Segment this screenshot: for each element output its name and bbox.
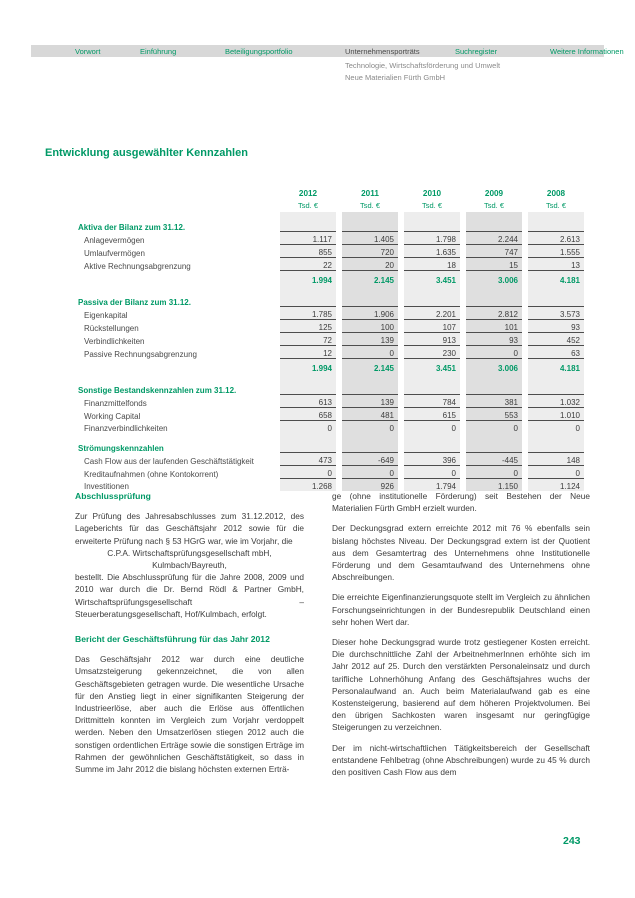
table-row (48, 258, 584, 271)
unit-header-spacer (48, 198, 274, 212)
value-cell: 553 (466, 408, 522, 421)
breadcrumb-company: Neue Materialien Fürth GmbH (345, 72, 446, 82)
value-cell: 20 (342, 258, 398, 271)
value-cell: 1.117 (280, 232, 336, 245)
key-figures-table (42, 186, 590, 491)
section-header-cell (404, 293, 460, 307)
paragraph: ge (ohne institutionelle Förderung) seit Bestehen der Neue Materialien Fürth GmbH erzielt wurden. (332, 491, 590, 514)
value-cell: 1.405 (342, 232, 398, 245)
value-cell: 101 (466, 320, 522, 333)
value-cell: 1.150 (466, 479, 522, 491)
row-label: Investitionen (84, 482, 129, 491)
section-header-cell (280, 381, 336, 395)
section-header-cell (466, 218, 522, 232)
value-cell: 747 (466, 245, 522, 258)
page-title: Entwicklung ausgewählter Kennzahlen (45, 147, 248, 159)
year-header: 2010 (422, 189, 442, 198)
unit-label: Tsd. € (421, 201, 442, 210)
section-heading: Bericht der Geschäftsführung für das Jahr 2012 (75, 634, 270, 645)
table-row (48, 232, 584, 245)
table-row (48, 320, 584, 333)
value-cell: 613 (280, 395, 336, 408)
row-label: Rückstellungen (84, 324, 139, 333)
value-cell: 1.124 (528, 479, 584, 491)
paragraph: Der im nicht-wirtschaftlichen Tätigkeitsbereich der Gesellschaft entstandene Fehlbetrag (ohne Abschreibungen) wurde zu 45 % durch den positiven Cash Flow aus dem (332, 742, 590, 778)
nav-item-weitere-informationen[interactable]: Weitere Informationen (550, 47, 624, 56)
value-cell: 481 (342, 408, 398, 421)
value-cell: 148 (528, 453, 584, 466)
value-cell: 0 (280, 466, 336, 479)
value-cell: 107 (404, 320, 460, 333)
total-value-cell: 3.006 (466, 271, 522, 287)
value-cell: 63 (528, 346, 584, 359)
section-title: Strömungskennzahlen (78, 444, 164, 453)
section-header-cell (280, 218, 336, 232)
value-cell: -445 (466, 453, 522, 466)
total-value-cell: 4.181 (528, 271, 584, 287)
value-cell: 3.573 (528, 307, 584, 320)
centered-line: C.P.A. Wirtschaftsprüfungsgesellschaft mbH, (107, 547, 272, 558)
row-label: Passive Rechnungsabgrenzung (84, 350, 197, 359)
value-cell: 1.635 (404, 245, 460, 258)
value-cell: 0 (466, 466, 522, 479)
section-header-cell (280, 439, 336, 453)
section-header-cell (342, 381, 398, 395)
value-cell: 0 (342, 466, 398, 479)
value-cell: 1.798 (404, 232, 460, 245)
page-number: 243 (563, 835, 581, 847)
value-cell: 0 (528, 421, 584, 433)
row-label: Verbindlichkeiten (84, 337, 145, 346)
row-label: Working Capital (84, 412, 141, 421)
value-cell: 2.613 (528, 232, 584, 245)
value-cell: 0 (528, 466, 584, 479)
value-cell: 1.032 (528, 395, 584, 408)
row-label: Cash Flow aus der laufenden Geschäftstätigkeit (84, 457, 254, 466)
unit-label: Tsd. € (483, 201, 504, 210)
key-figures-table-wrap (42, 186, 590, 491)
paragraph: Das Geschäftsjahr 2012 war durch eine deutliche Umsatzsteigerung gekennzeichnet, die von allen Geschäftsgebieten getragen wurde. Die wesentliche Ursache für den Anstieg liegt in einer signifikanten Steigerung der Industrieerlöse, aber auch die Erlöse aus öffentlichen Drittmitteln konnten im Vergleich zum Vorjahr verdoppelt werden. Neben den Umsatzerlösen stiegen 2012 auch die sonstigen ordentlichen Erträge sowie die sonstigen Erträge im Rahmen der gewöhnlichen Geschäftstätigkeit, so dass in Summe im Jahr 2012 die bislang höchsten externen Erträ- (75, 654, 304, 775)
nav-item-einführung[interactable]: Einführung (140, 47, 177, 56)
value-cell: 1.268 (280, 479, 336, 491)
body-column-right (332, 490, 590, 786)
year-header-spacer (48, 186, 274, 198)
value-cell: 0 (404, 466, 460, 479)
value-cell: 2.244 (466, 232, 522, 245)
paragraph: Zur Prüfung des Jahresabschlusses zum 31.12.2012, des Lageberichts für das Geschäftsjahr 2012 sowie für die erweiterte Prüfung nach § 53 HGrG war, wie im Vorjahr, die (75, 511, 304, 546)
section-header-cell (342, 293, 398, 307)
value-cell: 615 (404, 408, 460, 421)
total-value-cell: 1.994 (280, 271, 336, 287)
value-cell: 139 (342, 395, 398, 408)
value-cell: 0 (466, 421, 522, 433)
value-cell: 125 (280, 320, 336, 333)
value-cell: 855 (280, 245, 336, 258)
value-cell: 784 (404, 395, 460, 408)
table-row (48, 453, 584, 466)
year-header: 2011 (361, 189, 379, 198)
value-cell: 93 (466, 333, 522, 346)
section-header-cell (528, 218, 584, 232)
centered-text-block (75, 547, 304, 571)
section-header-cell (528, 439, 584, 453)
value-cell: 396 (404, 453, 460, 466)
total-value-cell: 3.451 (404, 271, 460, 287)
value-cell: 93 (528, 320, 584, 333)
paragraph: Dieser hohe Deckungsgrad wurde trotz gestiegener Kosten erreicht. Die durchschnittliche Zahl der ArbeitnehmerInnen erhöhte sich im Jahr 2012 auf 25. Durch den verstärkten Personaleinsatz und durch tarifliche Lohnerhöhung Anfang des Geschäftsjahres wuchs der Personalaufwand an. Auch beim Materialaufwand gab es eine Kostensteigerung, basierend auf dem höheren Projektvolumen. Bei den übrigen Sachkosten waren insgesamt nur geringfügige Steigerungen zu verzeichnen. (332, 637, 590, 733)
table-row (48, 408, 584, 421)
unit-label: Tsd. € (297, 201, 318, 210)
row-label: Finanzverbindlichkeiten (84, 424, 168, 433)
row-label: Finanzmittelfonds (84, 399, 147, 408)
section-header-cell (466, 439, 522, 453)
value-cell: 12 (280, 346, 336, 359)
table-row (48, 466, 584, 479)
table-row (48, 245, 584, 258)
value-cell: 2.812 (466, 307, 522, 320)
value-cell: 22 (280, 258, 336, 271)
paragraph: Der Deckungsgrad extern erreichte 2012 mit 76 % ebenfalls sein bislang höchstes Niveau. Der Deckungsgrad extern ist der Quotient aus dem Gesamtertrag des Unternehmens ohne Institutionelle Förderung und dem Gesamtaufwand des Unternehmens ohne Abschreibungen. (332, 523, 590, 583)
row-label: Kreditaufnahmen (ohne Kontokorrent) (84, 470, 219, 479)
body-column-left (75, 490, 304, 786)
value-cell: 1.794 (404, 479, 460, 491)
value-cell: 0 (466, 346, 522, 359)
value-cell: 0 (280, 421, 336, 433)
value-cell: 1.785 (280, 307, 336, 320)
value-cell: 0 (342, 421, 398, 433)
value-cell: 18 (404, 258, 460, 271)
table-row (48, 333, 584, 346)
row-label: Aktive Rechnungsabgrenzung (84, 262, 191, 271)
section-header-cell (404, 381, 460, 395)
total-row-label (48, 359, 274, 375)
section-header-cell (528, 293, 584, 307)
value-cell: 230 (404, 346, 460, 359)
total-value-cell: 2.145 (342, 271, 398, 287)
value-cell: 15 (466, 258, 522, 271)
breadcrumb (345, 60, 500, 83)
section-title: Sonstige Bestandskennzahlen zum 31.12. (78, 386, 237, 395)
table-row (48, 421, 584, 433)
section-header-cell (342, 218, 398, 232)
unit-label: Tsd. € (359, 201, 380, 210)
centered-line: Kulmbach/Bayreuth, (152, 560, 227, 571)
value-cell: 2.201 (404, 307, 460, 320)
value-cell: 1.555 (528, 245, 584, 258)
table-row (48, 346, 584, 359)
table-row (48, 307, 584, 320)
value-cell: 139 (342, 333, 398, 346)
row-label: Umlaufvermögen (84, 249, 145, 258)
value-cell: 452 (528, 333, 584, 346)
value-cell: 100 (342, 320, 398, 333)
paragraph: bestellt. Die Abschlussprüfung für die Jahre 2008, 2009 und 2010 war durch die Dr. Bernd Rödl & Partner GmbH, Wirtschaftsprüfungsgesellschaft – Steuerberatungsgesellschaft, Hof/Kulmbach, erfolgt. (75, 572, 304, 619)
section-header-cell (528, 381, 584, 395)
section-header-cell (466, 381, 522, 395)
row-label: Eigenkapital (84, 311, 128, 320)
section-header-cell (280, 293, 336, 307)
value-cell: 72 (280, 333, 336, 346)
value-cell: 0 (404, 421, 460, 433)
value-cell: 473 (280, 453, 336, 466)
total-row-label (48, 271, 274, 287)
value-cell: 0 (342, 346, 398, 359)
total-value-cell: 1.994 (280, 359, 336, 375)
total-row (48, 271, 584, 287)
nav-item-beteiligungsportfolio[interactable]: Beteiligungsportfolio (225, 47, 293, 56)
nav-item-unternehmensporträts[interactable]: Unternehmensporträts (345, 47, 420, 56)
row-label: Anlagevermögen (84, 236, 145, 245)
value-cell: 720 (342, 245, 398, 258)
breadcrumb-chapter: Technologie, Wirtschaftsförderung und Umwelt (345, 61, 501, 70)
nav-item-suchregister[interactable]: Suchregister (455, 47, 498, 56)
paragraph: Die erreichte Eigenfinanzierungsquote stellt im Vergleich zu ähnlichen Forschungseinrichtungen in der Bundesrepublik Deutschland einen sehr hohen Wert dar. (332, 592, 590, 627)
total-row (48, 359, 584, 375)
top-navigation-bar (31, 45, 624, 57)
unit-label: Tsd. € (545, 201, 566, 210)
year-header: 2012 (298, 189, 318, 198)
value-cell: 381 (466, 395, 522, 408)
value-cell: 1.906 (342, 307, 398, 320)
section-header-cell (342, 439, 398, 453)
year-header: 2008 (546, 189, 566, 198)
nav-item-vorwort[interactable]: Vorwort (75, 47, 101, 56)
value-cell: 1.010 (528, 408, 584, 421)
section-header-cell (404, 439, 460, 453)
value-cell: 13 (528, 258, 584, 271)
total-value-cell: 3.451 (404, 359, 460, 375)
body-columns (75, 490, 590, 786)
year-header: 2009 (484, 189, 504, 198)
total-value-cell: 2.145 (342, 359, 398, 375)
section-heading: Abschlussprüfung (75, 491, 151, 501)
section-title: Passiva der Bilanz zum 31.12. (78, 298, 191, 307)
value-cell: 913 (404, 333, 460, 346)
total-value-cell: 4.181 (528, 359, 584, 375)
value-cell: 926 (342, 479, 398, 491)
value-cell: 658 (280, 408, 336, 421)
section-title: Aktiva der Bilanz zum 31.12. (78, 223, 186, 232)
table-row (48, 395, 584, 408)
total-value-cell: 3.006 (466, 359, 522, 375)
value-cell: -649 (342, 453, 398, 466)
section-header-cell (404, 218, 460, 232)
section-header-cell (466, 293, 522, 307)
